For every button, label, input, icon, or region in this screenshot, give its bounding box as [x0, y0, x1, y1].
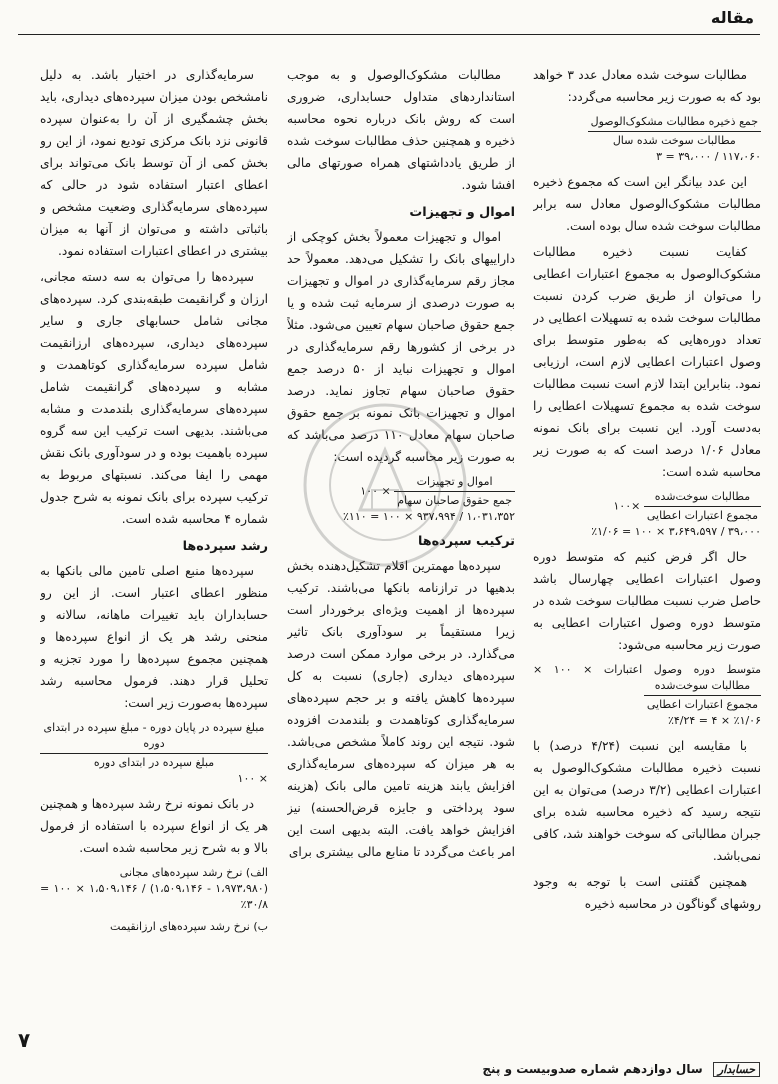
- fraction: [644, 489, 761, 524]
- fraction-denominator: مجموع اعتبارات اعطایی: [646, 509, 758, 522]
- paragraph: کفایت نسبت ذخیره مطالبات مشکوک‌الوصول به مجموع اعتبارات اعطایی را می‌توان از طریق ضرب کردن نسبت مطالبات سوخت شده به تسهیلات اعطایی در تعداد دوره‌هایی که به‌طور متوسط برای وصول اعتبارات اعطایی لازم است، ارزیابی نمود. بنابراین ابتدا لازم است نسبت مطالبات سوخت شده به مجموع تسهیلات اعطایی را به‌دست آورد. این نسبت برای بانک نمونه معادل ۱/۰۶ درصد است که به صورت زیر محاسبه شده است:: [533, 245, 761, 479]
- formula-result: ۳۹،۰۰۰ / ۳،۶۴۹،۵۹۷ × ۱۰۰ = ٪۱/۰۶: [591, 525, 761, 538]
- section-heading: رشد سپرده‌ها: [182, 539, 268, 554]
- fraction: [394, 474, 515, 509]
- fraction-numerator: مطالبات سوخت‌شده: [644, 489, 761, 507]
- formula-result: ٪۱/۰۶ × ۴ = ٪۴/۲۴: [667, 714, 761, 727]
- journal-logo: حسابدار: [713, 1062, 760, 1077]
- formula-result: (۱،۹۷۳،۹۸۰ - ۱،۵۰۹،۱۴۶) / ۱،۵۰۹،۱۴۶ × ۱۰۰ = ٪۳۰/۸: [40, 882, 268, 911]
- column-right: [533, 64, 761, 1014]
- paragraph: همچنین گفتنی است با توجه به وجود روشهای گوناگون در محاسبه ذخیره: [533, 875, 761, 911]
- paragraph: سرمایه‌گذاری در اختیار باشد. به دلیل نامشخص بودن میزان سپرده‌های دیداری، باید بخش چشمگیری از آن را به‌عنوان سپرده قانونی نزد بانک مرکزی تودیع نمود، از این رو بخش کمی از آن توسط بانک می‌تواند برای اعطای اعتبار استفاده شود در حالی که سپرده‌های سرمایه‌گذاری وضعیت مشخص و باثباتی داشته و می‌توان از آنها به میزان بیشتری در اعطای اعتبارات استفاده نمود.: [40, 68, 268, 258]
- formula-prefix: متوسط دوره وصول اعتبارات × ۱۰۰ ×: [533, 663, 761, 676]
- fraction-numerator: جمع ذخیره مطالبات مشکوک‌الوصول: [588, 114, 761, 132]
- footer: [482, 1062, 760, 1076]
- formula-label: ب) نرخ رشد سپرده‌های ارزانقیمت: [109, 920, 268, 933]
- paragraph: سپرده‌ها مهمترین اقلام تشکیل‌دهنده بخش بدهیها در ترازنامه بانکها می‌باشند. ترکیب سپرده‌ها از اهمیت ویژه‌ای برخوردار است زیرا مستقیماً بر سودآوری بانک تاثیر می‌گذارد. در برخی موارد ممکن است درصد سپرده‌های دیداری (جاری) نسبت به کل سپرده‌ها کاهش یافته و بر حجم سپرده‌های سرمایه‌گذاری کوتاهمدت و بلندمدت افزوده شود. نتیجه این روند کاملاً مشخص می‌باشد. به هر میزان که سپرده‌های سرمایه‌گذاری افزایش یابند هزینه تامین مالی بانک (هزینه سود پرداختی و جایزه قرض‌الحسنه) نیز افزایش خواهد یافت. البته بدیهی است این امر باعث می‌گردد تا منابع مالی بیشتری برای: [287, 559, 515, 859]
- paragraph: در بانک نمونه نرخ رشد سپرده‌ها و همچنین هر یک از انواع سپرده با استفاده از فرمول بالا و به شرح زیر محاسبه شده است.: [40, 797, 268, 855]
- paragraph: حال اگر فرض کنیم که متوسط دوره وصول اعتبارات اعطایی چهارسال باشد حاصل ضرب نسبت مطالبات سوخت شده در متوسط دوره وصول اعتبارات اعطایی به صورت زیر محاسبه می‌شود:: [533, 550, 761, 652]
- paragraph: اموال و تجهیزات معمولاً بخش کوچکی از داراییهای بانک را تشکیل می‌دهد. معمولاً حد مجاز رقم سرمایه‌گذاری در اموال و تجهیزات به صورت درصدی از سرمایه ثبت شده و یا جمع حقوق صاحبان سهام تعیین می‌شود. مثلاً در برخی از کشورها رقم سرمایه‌گذاری در اموال و تجهیزات نباید از ۵۰ درصد جمع حقوق صاحبان سهام تجاوز نماید. درصد اموال و تجهیزات بانک نمونه بر جمع حقوق صاحبان سهام معادل ۱۱۰ درصد می‌باشد که به صورت زیر محاسبه گردیده است:: [287, 230, 515, 464]
- fraction-numerator: مبلغ سپرده در پایان دوره - مبلغ سپرده در ابتدای دوره: [40, 720, 268, 754]
- formula-free-deposit-growth: [40, 865, 268, 913]
- column-left: [40, 64, 268, 1014]
- formula-multiplier: × ۱۰۰: [237, 772, 268, 785]
- fraction-numerator: اموال و تجهیزات: [394, 474, 515, 492]
- issue-info: سال دوازدهم شماره صدوبیست و پنج: [482, 1062, 703, 1076]
- paragraph: این عدد بیانگر این است که مجموع ذخیره مطالبات مشکوک‌الوصول معادل سه برابر مطالبات سوخت شده سال بوده است.: [533, 175, 761, 233]
- paragraph: سپرده‌ها منبع اصلی تامین مالی بانکها به منظور اعطای اعتبار است. از این رو حسابداران باید تغییرات ماهانه، سالانه و منحنی رشد هر یک از انواع سپرده‌ها و همچنین مجموع سپرده‌ها را مورد تجزیه و تحلیل قرار دهند. فرمول محاسبه رشد سپرده‌ها به‌صورت زیر است:: [40, 564, 268, 710]
- fraction-denominator: مجموع اعتبارات اعطایی: [646, 698, 758, 711]
- formula-result: ۱،۰۳۱،۳۵۲ / ۹۳۷،۹۹۴ × ۱۰۰ = ٪۱۱۰: [343, 510, 515, 523]
- page-number: ۷: [18, 1028, 31, 1052]
- formula-deposit-growth: [40, 720, 268, 787]
- formula-cheap-deposit-growth: [40, 919, 268, 935]
- fraction-denominator: مطالبات سوخت شده سال: [612, 134, 736, 147]
- column-middle: [287, 64, 515, 1014]
- formula-writeoff-ratio: $\frac{\text{مطالبات سوخت‌شده}}{\text{مجموع اعتبارات اعطایی}}$ ×۱۰۰ ۳۹،۰۰۰ / ۳،۶۴۹،۵۹۷ × ۱۰۰ = ٪۱/۰۶: [533, 489, 761, 540]
- formula-fixed-assets: [287, 474, 515, 525]
- formula-label: الف) نرخ رشد سپرده‌های مجانی: [119, 866, 268, 879]
- section-heading: اموال و تجهیزات: [409, 205, 515, 220]
- section-heading: ترکیب سپرده‌ها: [417, 534, 515, 549]
- formula-multiplier: × ۱۰۰: [360, 484, 391, 498]
- fraction-denominator: جمع حقوق صاحبان سهام: [397, 494, 512, 507]
- paragraph: مطالبات مشکوک‌الوصول و به موجب استانداردهای متداول حسابداری، ضروری است که روش بانک درباره نحوه محاسبه ذخیره و همچنین حذف مطالبات سوخت شده از طریق یادداشتهای همراه صورتهای مالی افشا شود.: [287, 68, 515, 192]
- header-rule: [18, 34, 760, 35]
- section-title: مقاله: [710, 8, 754, 27]
- fraction: [644, 678, 761, 713]
- paragraph: سپرده‌ها را می‌توان به سه دسته مجانی، ارزان و گرانقیمت طبقه‌بندی کرد. سپرده‌های مجانی شامل حسابهای جاری و سایر سپرده‌های دیداری، سپرده‌های ارزانقیمت شامل سپرده سرمایه‌گذاری کوتاهمدت و مشابه و سپرده‌های گرانقیمت شامل سپرده‌های سرمایه‌گذاری بلندمدت و مشابه می‌باشند. بدیهی است ترکیب این سه گروه سپرده باهمیت بوده و در سودآوری بانک نقش مهمی را ایفا می‌کند. نسبتهای مربوط به ترکیب سپرده برای بانک نمونه به شرح جدول شماره ۴ محاسبه شده است.: [40, 270, 268, 526]
- page-header: [0, 0, 778, 40]
- fraction: [40, 720, 268, 771]
- formula-result: ۱۱۷،۰۶۰ / ۳۹،۰۰۰ = ۳: [656, 150, 761, 163]
- fraction: [588, 114, 761, 149]
- paragraph: مطالبات سوخت شده معادل عدد ۳ خواهد بود که به صورت زیر محاسبه می‌گردد:: [533, 68, 761, 104]
- fraction-numerator: مطالبات سوخت‌شده: [644, 678, 761, 696]
- formula-reserve-ratio: [533, 114, 761, 165]
- fraction-denominator: مبلغ سپرده در ابتدای دوره: [93, 756, 215, 769]
- paragraph: با مقایسه این نسبت (۴/۲۴ درصد) با نسبت ذخیره مطالبات مشکوک‌الوصول به اعتبارات اعطایی (۳/۲ درصد) می‌توان به این نتیجه رسید که ذخیره محاسبه شده برای جبران مطالباتی که سوخت خواهند شد، کافی نمی‌باشد.: [533, 739, 761, 863]
- formula-period-ratio: [533, 662, 761, 729]
